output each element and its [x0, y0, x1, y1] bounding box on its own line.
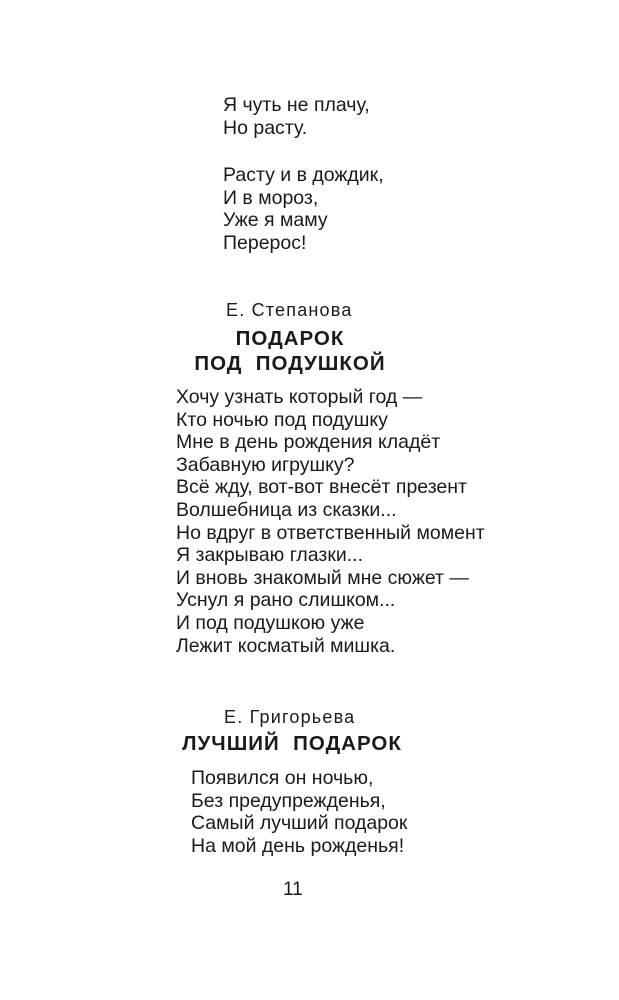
poem-fragment-stanza-1 — [223, 94, 370, 139]
poem-line: Самый лучший подарок — [191, 812, 408, 835]
poem-line: Мне в день рождения кладёт — [176, 431, 441, 454]
poem-1-title — [160, 326, 420, 376]
poem-line: Всё жду, вот-вот внесёт презент — [176, 476, 467, 499]
poem-line: Хочу узнать который год — — [176, 386, 423, 408]
poem-line: Без предупрежденья, — [191, 789, 386, 812]
poem-line: Расту и в дождик, — [223, 164, 384, 186]
poem-line: Но вдруг в ответственный момент — [176, 521, 485, 544]
poem-line: На мой день рожденья! — [191, 834, 405, 857]
poem-line: Уснул я рано слишком... — [176, 589, 396, 612]
poem-line: И вновь знакомый мне сюжет — — [176, 566, 469, 589]
poem-line: И под подушкою уже — [176, 611, 365, 634]
poem-line: Но расту. — [223, 116, 308, 139]
poem-line: Я чуть не плачу, — [223, 94, 370, 116]
poem-line: Лежит косматый мишка. — [176, 634, 396, 657]
poem-line: Кто ночью под подушку — [176, 408, 388, 431]
poem-line: Появился он ночью, — [191, 767, 374, 789]
poem-line: Перерос! — [223, 231, 307, 254]
poem-1-author — [226, 299, 353, 321]
poem-line: Уже я маму — [223, 209, 328, 232]
poem-line: Я закрываю глазки... — [176, 544, 364, 567]
author-name: Е. Степанова — [226, 300, 353, 320]
poem-title-line: ПОД ПОДУШКОЙ — [194, 352, 386, 375]
poem-fragment-stanza-2 — [223, 164, 384, 254]
author-name: Е. Григорьева — [224, 707, 356, 727]
poem-title-line: ПОДАРОК — [235, 327, 345, 350]
poem-title-line: ЛУЧШИЙ ПОДАРОК — [182, 732, 402, 755]
poem-line: Волшебница из сказки... — [176, 498, 397, 521]
poem-line: Забавную игрушку? — [176, 453, 355, 476]
poem-2-title — [150, 731, 434, 756]
poem-1-body — [176, 386, 485, 657]
poem-2-author — [224, 706, 355, 728]
poem-2-body — [191, 767, 407, 857]
page-number: 11 — [283, 879, 303, 900]
poem-line: И в мороз, — [223, 186, 319, 209]
